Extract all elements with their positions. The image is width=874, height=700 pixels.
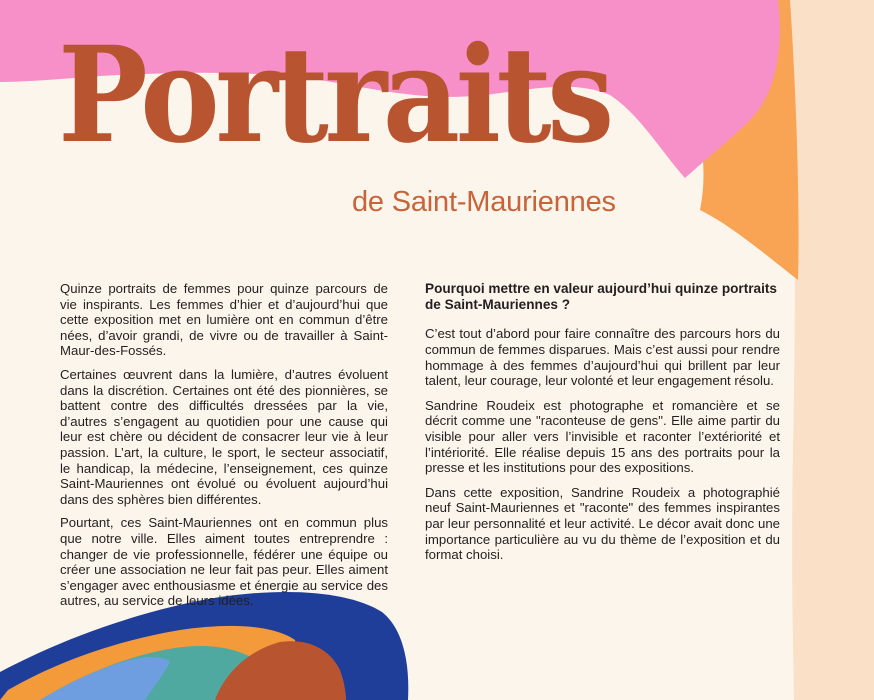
paragraph: Quinze portraits de femmes pour quinze parcours de vie inspirants. Les femmes d’hier et d’aujourd’hui que cette exposition met en lumière ont en commun d’être nées, d’avoir grandi, de vivre ou de travailler à Saint-Maur-des-Fossés. — [60, 281, 388, 359]
paragraph: Dans cette exposition, Sandrine Roudeix a photographié neuf Saint-Mauriennes et "raconte" des femmes inspirantes par leur personnalité et leur activité. Le décor avait donc une importance particulière au vu du thème de l’exposition et du format choisi. — [425, 484, 780, 563]
paragraph: Sandrine Roudeix est photographe et romancière et se décrit comme une "raconteuse de gens". Elle aime partir du visible pour aller vers l’invisible et raconter l’extériorité et l’intériorité. Elle réalise depuis 15 ans des portraits pour la presse et les institutions pour des expositions. — [425, 397, 780, 476]
paragraph: C’est tout d’abord pour faire connaître des parcours hors du commun de femmes disparues. Mais c’est aussi pour rendre hommage à des femmes d’aujourd’hui qui brillent par leur talent, leur courage, leur volonté et leur engagement résolu. — [425, 326, 780, 389]
left-column — [60, 281, 388, 617]
page-subtitle: de Saint-Mauriennes — [352, 186, 616, 218]
peach-band-shape — [790, 0, 874, 700]
page-title: Portraits — [58, 18, 610, 173]
paragraph: Pourtant, ces Saint-Mauriennes ont en commun plus que notre ville. Elles aiment toutes entreprendre : changer de vie professionnelle, fédérer une équipe ou créer une association ne leur fait pas peur. Elles aiment s’engager avec enthousiasme et énergie au service des autres, au service de leurs idées. — [60, 515, 388, 609]
right-column — [425, 281, 780, 572]
section-question: Pourquoi mettre en valeur aujourd’hui quinze portraits de Saint-Mauriennes ? — [425, 281, 777, 313]
paragraph: Certaines œuvrent dans la lumière, d’autres évoluent dans la discrétion. Certaines ont été des pionnières, se battent contre des difficultés dressées par la vie, d’autres s’engagent au quotidien pour une cause qui leur est chère ou décident de consacrer leur vie à leur passion. L’art, la culture, le sport, le secteur associatif, le handicap, la médecine, l’enseignement, ces quinze Saint-Mauriennes ont évolué ou évoluent aujourd’hui dans des sphères bien différentes. — [60, 366, 388, 507]
